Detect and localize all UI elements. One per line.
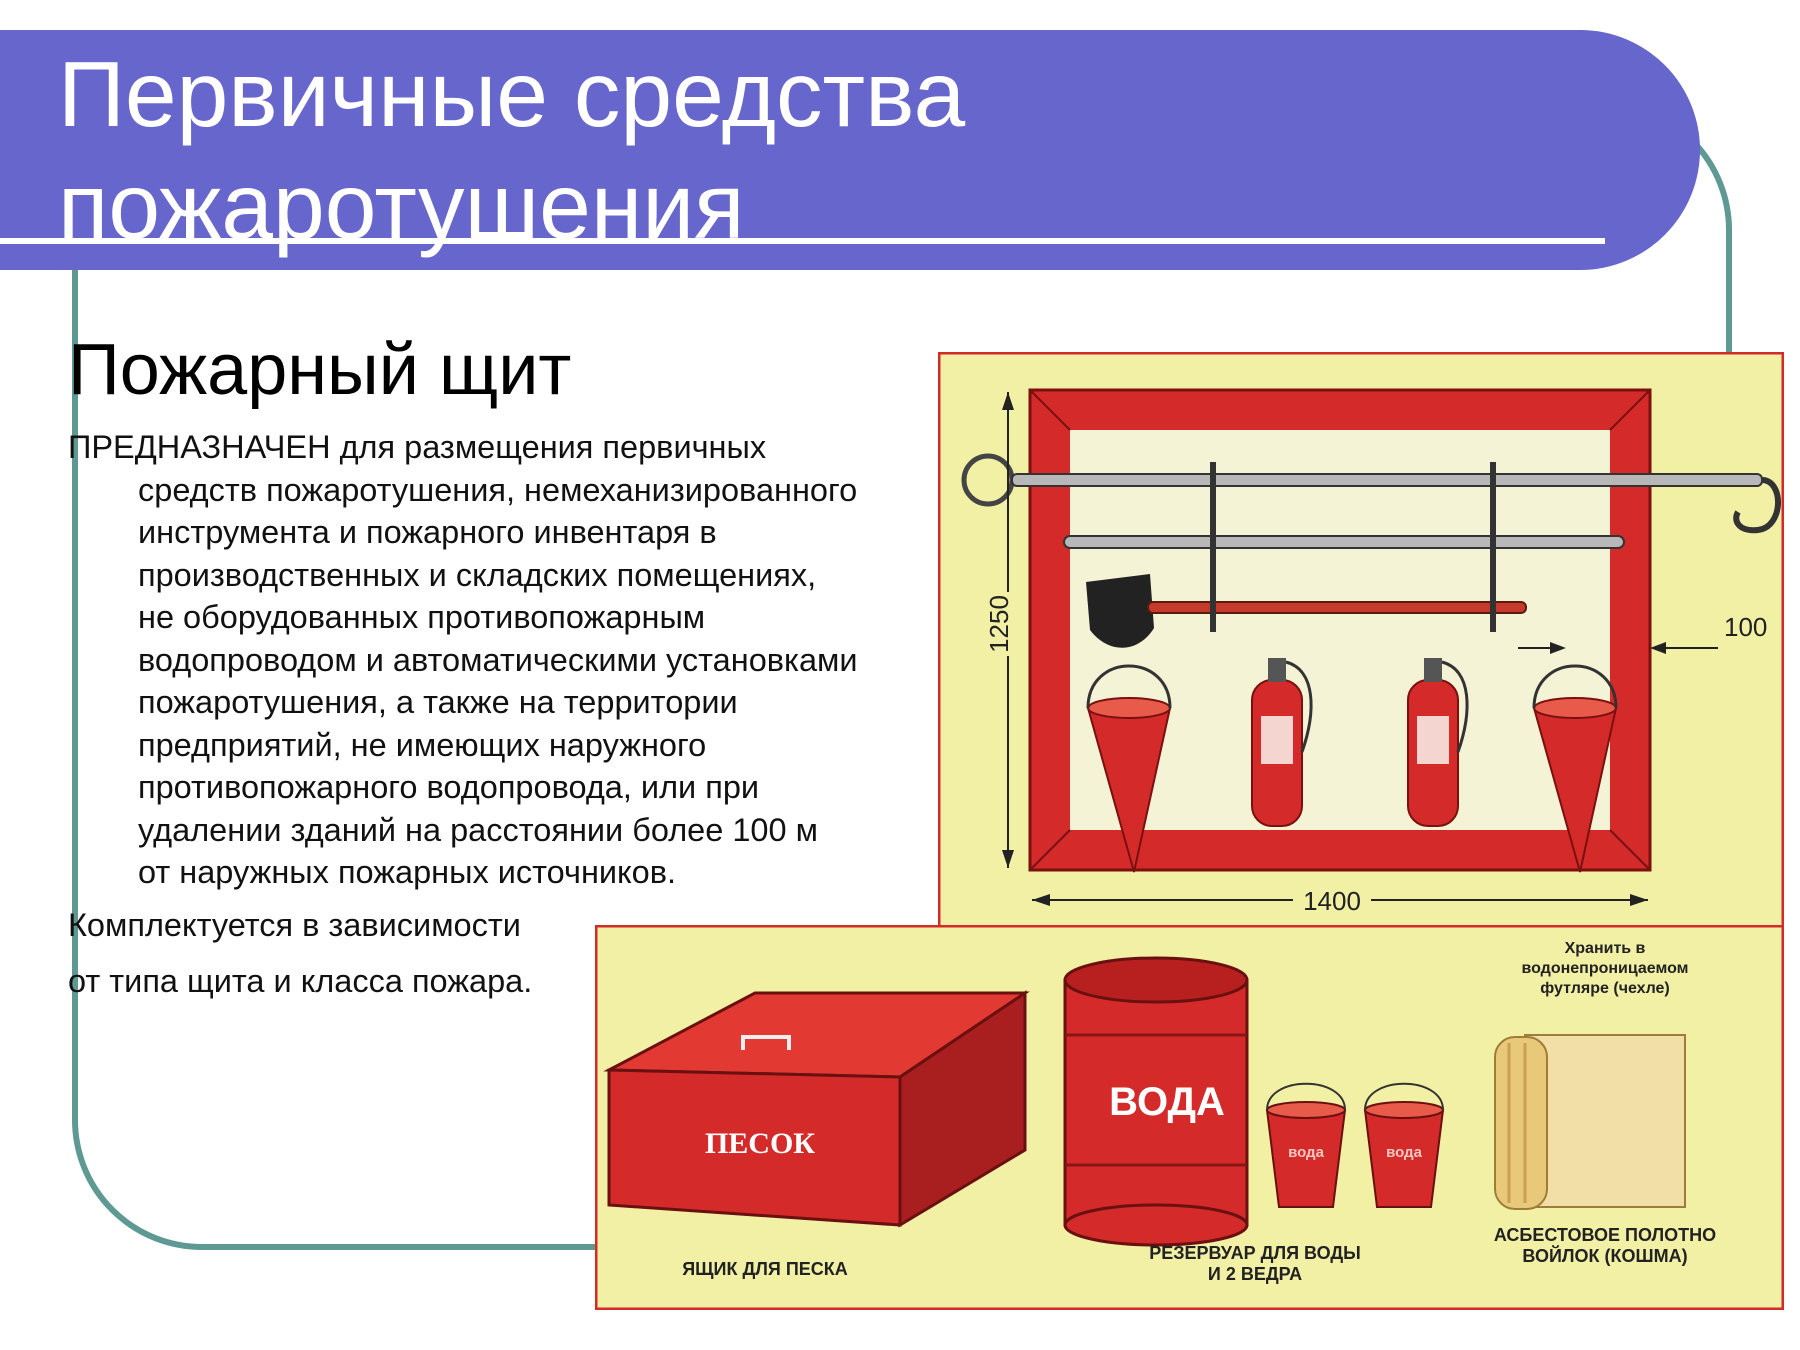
complement-line-2: от типа щита и класса пожара.	[68, 962, 533, 999]
blanket-caption-line-2: ВОЙЛОК (КОШМА)	[1522, 1246, 1688, 1266]
water-bucket-label-2: вода	[1386, 1144, 1422, 1161]
subtitle: Пожарный щит	[68, 330, 572, 410]
reservoir-caption-line-1: РЕЗЕРВУАР ДЛЯ ВОДЫ	[1149, 1243, 1361, 1263]
sand-box-label: ПЕСОК	[704, 1127, 816, 1160]
dimension-height-label: 1250	[984, 595, 1014, 653]
storage-note-line-2: водонепроницаемом	[1521, 960, 1689, 977]
fire-equipment-illustration	[595, 925, 1784, 1310]
crowbar-icon	[1064, 536, 1624, 548]
reservoir-caption-line-2: И 2 ВЕДРА	[1207, 1264, 1303, 1284]
fire-shield-diagram	[938, 352, 1784, 952]
purpose-paragraph: ПРЕДНАЗНАЧЕН для размещения первичных средств пожаротушения, немеханизированного инструмента и пожарного инвентаря в производственных и складских помещениях, не оборудованных противопожарным водопроводом и автоматическими установками пожаротушения, а также на территории предприятий, не имеющих наружного противопожарного водопровода, или при удалении зданий на расстоянии более 100 м от наружных пожарных источников.	[68, 429, 858, 890]
dimension-offset-label: 100	[1724, 612, 1768, 642]
slide-title-line-2: пожаротушения	[58, 154, 745, 258]
water-barrel-label: ВОДА	[1109, 1080, 1225, 1124]
slide-title-line-1: Первичные средства	[58, 42, 966, 146]
body-text	[68, 426, 858, 1006]
complement-line-1: Комплектуется в зависимости	[68, 906, 521, 943]
felt-blanket-icon	[1495, 1035, 1685, 1209]
storage-note-line-3: футляре (чехле)	[1540, 980, 1670, 997]
storage-note-line-1: Хранить в	[1564, 940, 1646, 957]
water-bucket-label: вода	[1288, 1144, 1324, 1161]
sand-box-caption: ЯЩИК ДЛЯ ПЕСКА	[682, 1259, 848, 1279]
blanket-caption-line-1: АСБЕСТОВОЕ ПОЛОТНО	[1493, 1225, 1717, 1245]
dimension-width-label: 1400	[1303, 886, 1361, 916]
slide-title	[58, 38, 1458, 262]
